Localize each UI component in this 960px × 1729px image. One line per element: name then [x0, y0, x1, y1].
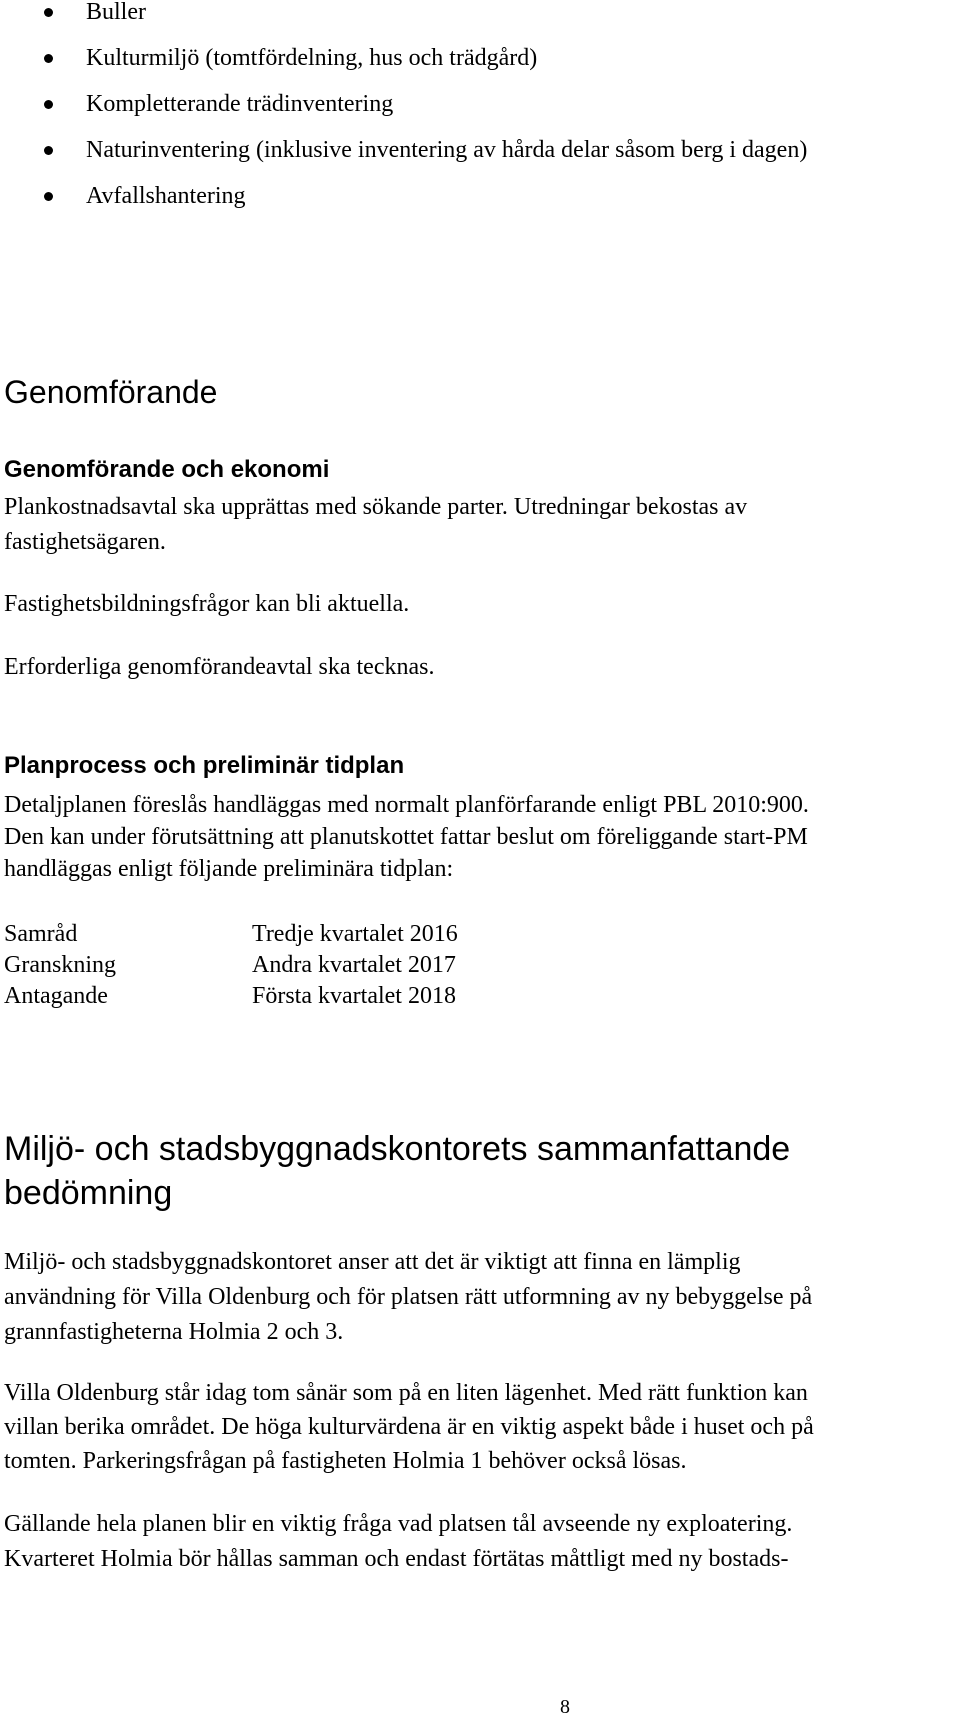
requirements-bullet-list — [0, 0, 960, 230]
bullet-icon — [44, 192, 53, 201]
paragraph-line: villan berika området. De höga kulturvärdena är en viktig aspekt både i huset och på — [4, 1414, 814, 1440]
bullet-icon — [44, 100, 53, 109]
paragraph-line: handläggas enligt följande preliminära tidplan: — [4, 856, 454, 882]
paragraph-line: Kvarteret Holmia bör hållas samman och endast förtätas måttligt med ny bostads- — [4, 1546, 789, 1572]
paragraph-line: Fastighetsbildningsfrågor kan bli aktuella. — [4, 591, 410, 617]
paragraph-line: Detaljplanen föreslås handläggas med normalt planförfarande enligt PBL 2010:900. — [4, 792, 809, 818]
paragraph-line: fastighetsägaren. — [4, 529, 166, 555]
paragraph-line: Gällande hela planen blir en viktig fråga vad platsen tål avseende ny exploatering. — [4, 1511, 793, 1537]
paragraph-line: Erforderliga genomförandeavtal ska tecknas. — [4, 654, 435, 680]
bullet-text: Kulturmiljö (tomtfördelning, hus och trädgård) — [86, 45, 538, 71]
schedule-time: Tredje kvartalet 2016 — [252, 921, 458, 947]
bullet-item — [0, 138, 960, 184]
schedule-phase: Granskning — [4, 952, 116, 978]
paragraph-line: Den kan under förutsättning att planutskottet fattar beslut om föreliggande start-PM — [4, 824, 808, 850]
bullet-icon — [44, 54, 53, 63]
bullet-item — [0, 184, 960, 230]
bullet-item — [0, 46, 960, 92]
bullet-text: Naturinventering (inklusive inventering av hårda delar såsom berg i dagen) — [86, 137, 808, 163]
bullet-item — [0, 0, 960, 46]
section-heading-bedomning: Miljö- och stadsbyggnadskontorets sammanfattande — [4, 1130, 791, 1168]
paragraph-line: användning för Villa Oldenburg och för platsen rätt utformning av ny bebyggelse på — [4, 1284, 813, 1310]
paragraph-line: grannfastigheterna Holmia 2 och 3. — [4, 1319, 344, 1345]
schedule-time: Första kvartalet 2018 — [252, 983, 456, 1009]
subheading-genomforande-ekonomi: Genomförande och ekonomi — [4, 456, 330, 483]
schedule-phase: Samråd — [4, 921, 78, 947]
paragraph-line: Miljö- och stadsbyggnadskontoret anser att det är viktigt att finna en lämplig — [4, 1249, 741, 1275]
bullet-text: Kompletterande trädinventering — [86, 91, 394, 117]
page-number: 8 — [560, 1696, 570, 1718]
schedule-phase: Antagande — [4, 983, 108, 1009]
bullet-text: Buller — [86, 0, 146, 25]
schedule-time: Andra kvartalet 2017 — [252, 952, 456, 978]
subheading-planprocess: Planprocess och preliminär tidplan — [4, 752, 405, 779]
section-heading-genomforande: Genomförande — [4, 374, 218, 410]
bullet-icon — [44, 8, 53, 17]
section-heading-bedomning-cont: bedömning — [4, 1174, 173, 1212]
paragraph-line: Plankostnadsavtal ska upprättas med sökande parter. Utredningar bekostas av — [4, 494, 748, 520]
paragraph-line: Villa Oldenburg står idag tom sånär som på en liten lägenhet. Med rätt funktion kan — [4, 1380, 808, 1406]
bullet-text: Avfallshantering — [86, 183, 246, 209]
bullet-icon — [44, 146, 53, 155]
bullet-item — [0, 92, 960, 138]
paragraph-line: tomten. Parkeringsfrågan på fastigheten Holmia 1 behöver också lösas. — [4, 1448, 687, 1474]
